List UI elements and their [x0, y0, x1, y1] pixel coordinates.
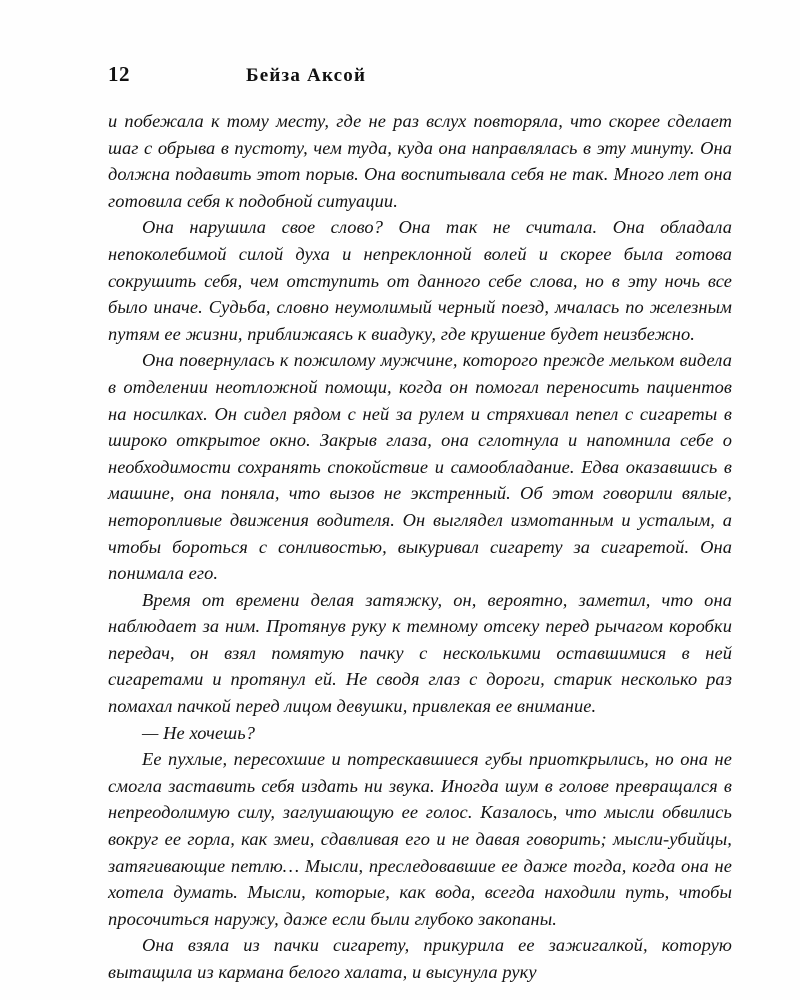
- page-number: 12: [108, 62, 130, 86]
- dialogue-line: — Не хочешь?: [142, 722, 255, 743]
- running-head: [108, 62, 732, 96]
- paragraph: Ее пухлые, пересохшие и потрескавшиеся губы приоткрылись, но она не смогла заставить себя издать ни звука. Иногда шум в голове превращался в непреодолимую силу, заглушающую ее голос. Казалось, что мысли обвились вокруг ее горла, как змеи, сдавливая его и не давая говорить; мысли-убийцы, затягивающие петлю… Мысли, преследовавшие ее даже тогда, когда она не хотела думать. Мысли, которые, как вода, всегда находили путь, чтобы просочиться наружу, даже если были глубоко закопаны.: [108, 749, 732, 929]
- body-text: [108, 108, 732, 986]
- paragraph: Она нарушила свое слово? Она так не считала. Она обладала непоколебимой силой духа и непреклонной волей и скорее была готова сокрушить себя, чем отступить от данного себе слова, но в эту ночь все было иначе. Судьба, словно неумолимый черный поезд, мчалась по железным путям ее жизни, приближаясь к виадуку, где крушение будет неизбежно.: [108, 217, 732, 344]
- paragraph: Она взяла из пачки сигарету, прикурила ее зажигалкой, которую вытащила из кармана белого халата, и высунула руку: [108, 935, 732, 982]
- paragraph: Она повернулась к пожилому мужчине, которого прежде мельком видела в отделении неотложной помощи, когда он помогал переносить пациентов на носилках. Он сидел рядом с ней за рулем и стряхивал пепел с сигареты в широко открытое окно. Закрыв глаза, она сглотнула и напомнила себе о необходимости сохранять спокойствие и самообладание. Едва оказавшись в машине, она поняла, что вызов не экстренный. Об этом говорили вялые, неторопливые движения водителя. Он выглядел измотанным и усталым, а чтобы бороться с сонливостью, выкуривал сигарету за сигаретой. Она понимала его.: [108, 350, 732, 584]
- paragraph: Время от времени делая затяжку, он, вероятно, заметил, что она наблюдает за ним. Протянув руку к темному отсеку перед рычагом коробки передач, он взял помятую пачку с несколькими оставшимися в ней сигаретами и протянул ей. Не сводя глаз с дороги, старик несколько раз помахал пачкой перед лицом девушки, привлекая ее внимание.: [108, 589, 732, 717]
- paragraph: и побежала к тому месту, где не раз вслух повторяла, что скорее сделает шаг с обрыва в пустоту, чем туда, куда она направлялась в эту минуту. Она должна подавить этот порыв. Она воспитывала себя не так. Много лет она готовила себя к подобной ситуации.: [108, 111, 732, 211]
- running-title: Бейза Аксой: [246, 65, 367, 86]
